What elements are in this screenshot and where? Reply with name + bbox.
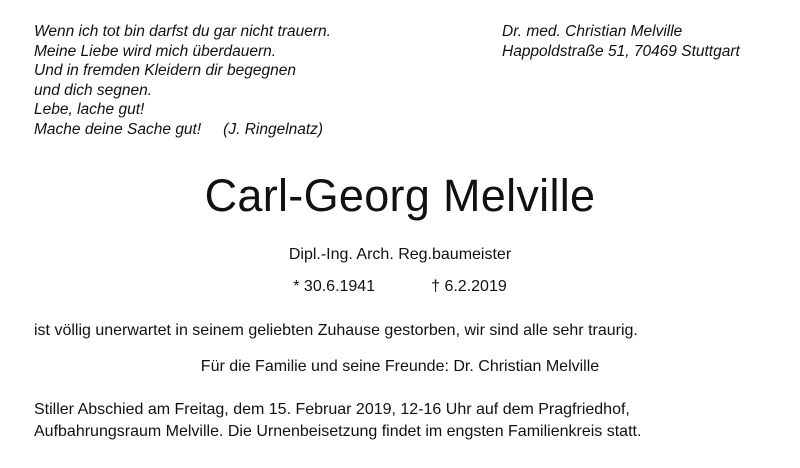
life-dates <box>0 276 800 298</box>
poem-line: und dich segnen. <box>34 81 153 99</box>
poem-line: Wenn ich tot bin darfst du gar nicht trauern. <box>34 23 331 40</box>
poem-last-line <box>34 120 331 140</box>
poem-line: Mache deine Sache gut! <box>34 120 202 138</box>
contact-name: Dr. med. Christian Melville <box>502 23 683 40</box>
farewell-line: Aufbahrungsraum Melville. Die Urnenbeisetzung findet im engsten Familienkreis statt. <box>34 423 642 440</box>
poem-block <box>34 22 331 140</box>
poem-line: Lebe, lache gut! <box>34 101 145 119</box>
poem-author: (J. Ringelnatz) <box>223 120 324 138</box>
farewell-info <box>34 399 641 443</box>
farewell-line: Stiller Abschied am Freitag, dem 15. Februar 2019, 12-16 Uhr auf dem Pragfriedhof, <box>34 401 630 418</box>
family-signature: Für die Familie und seine Freunde: Dr. Christian Melville <box>200 358 600 375</box>
deceased-name: Carl-Georg Melville <box>204 170 596 221</box>
death-date: † 6.2.2019 <box>431 278 507 295</box>
poem-line: Meine Liebe wird mich überdauern. <box>34 42 277 60</box>
deceased-title: Dipl.-Ing. Arch. Reg.baumeister <box>288 246 512 263</box>
poem-line: Und in fremden Kleidern dir begegnen <box>34 62 296 80</box>
contact-address: Happoldstraße 51, 70469 Stuttgart <box>502 42 740 60</box>
announcement-message: ist völlig unerwartet in seinem geliebten Zuhause gestorben, wir sind alle sehr traurig. <box>34 322 638 339</box>
contact-address-block <box>502 22 740 61</box>
birth-date: * 30.6.1941 <box>293 278 376 295</box>
